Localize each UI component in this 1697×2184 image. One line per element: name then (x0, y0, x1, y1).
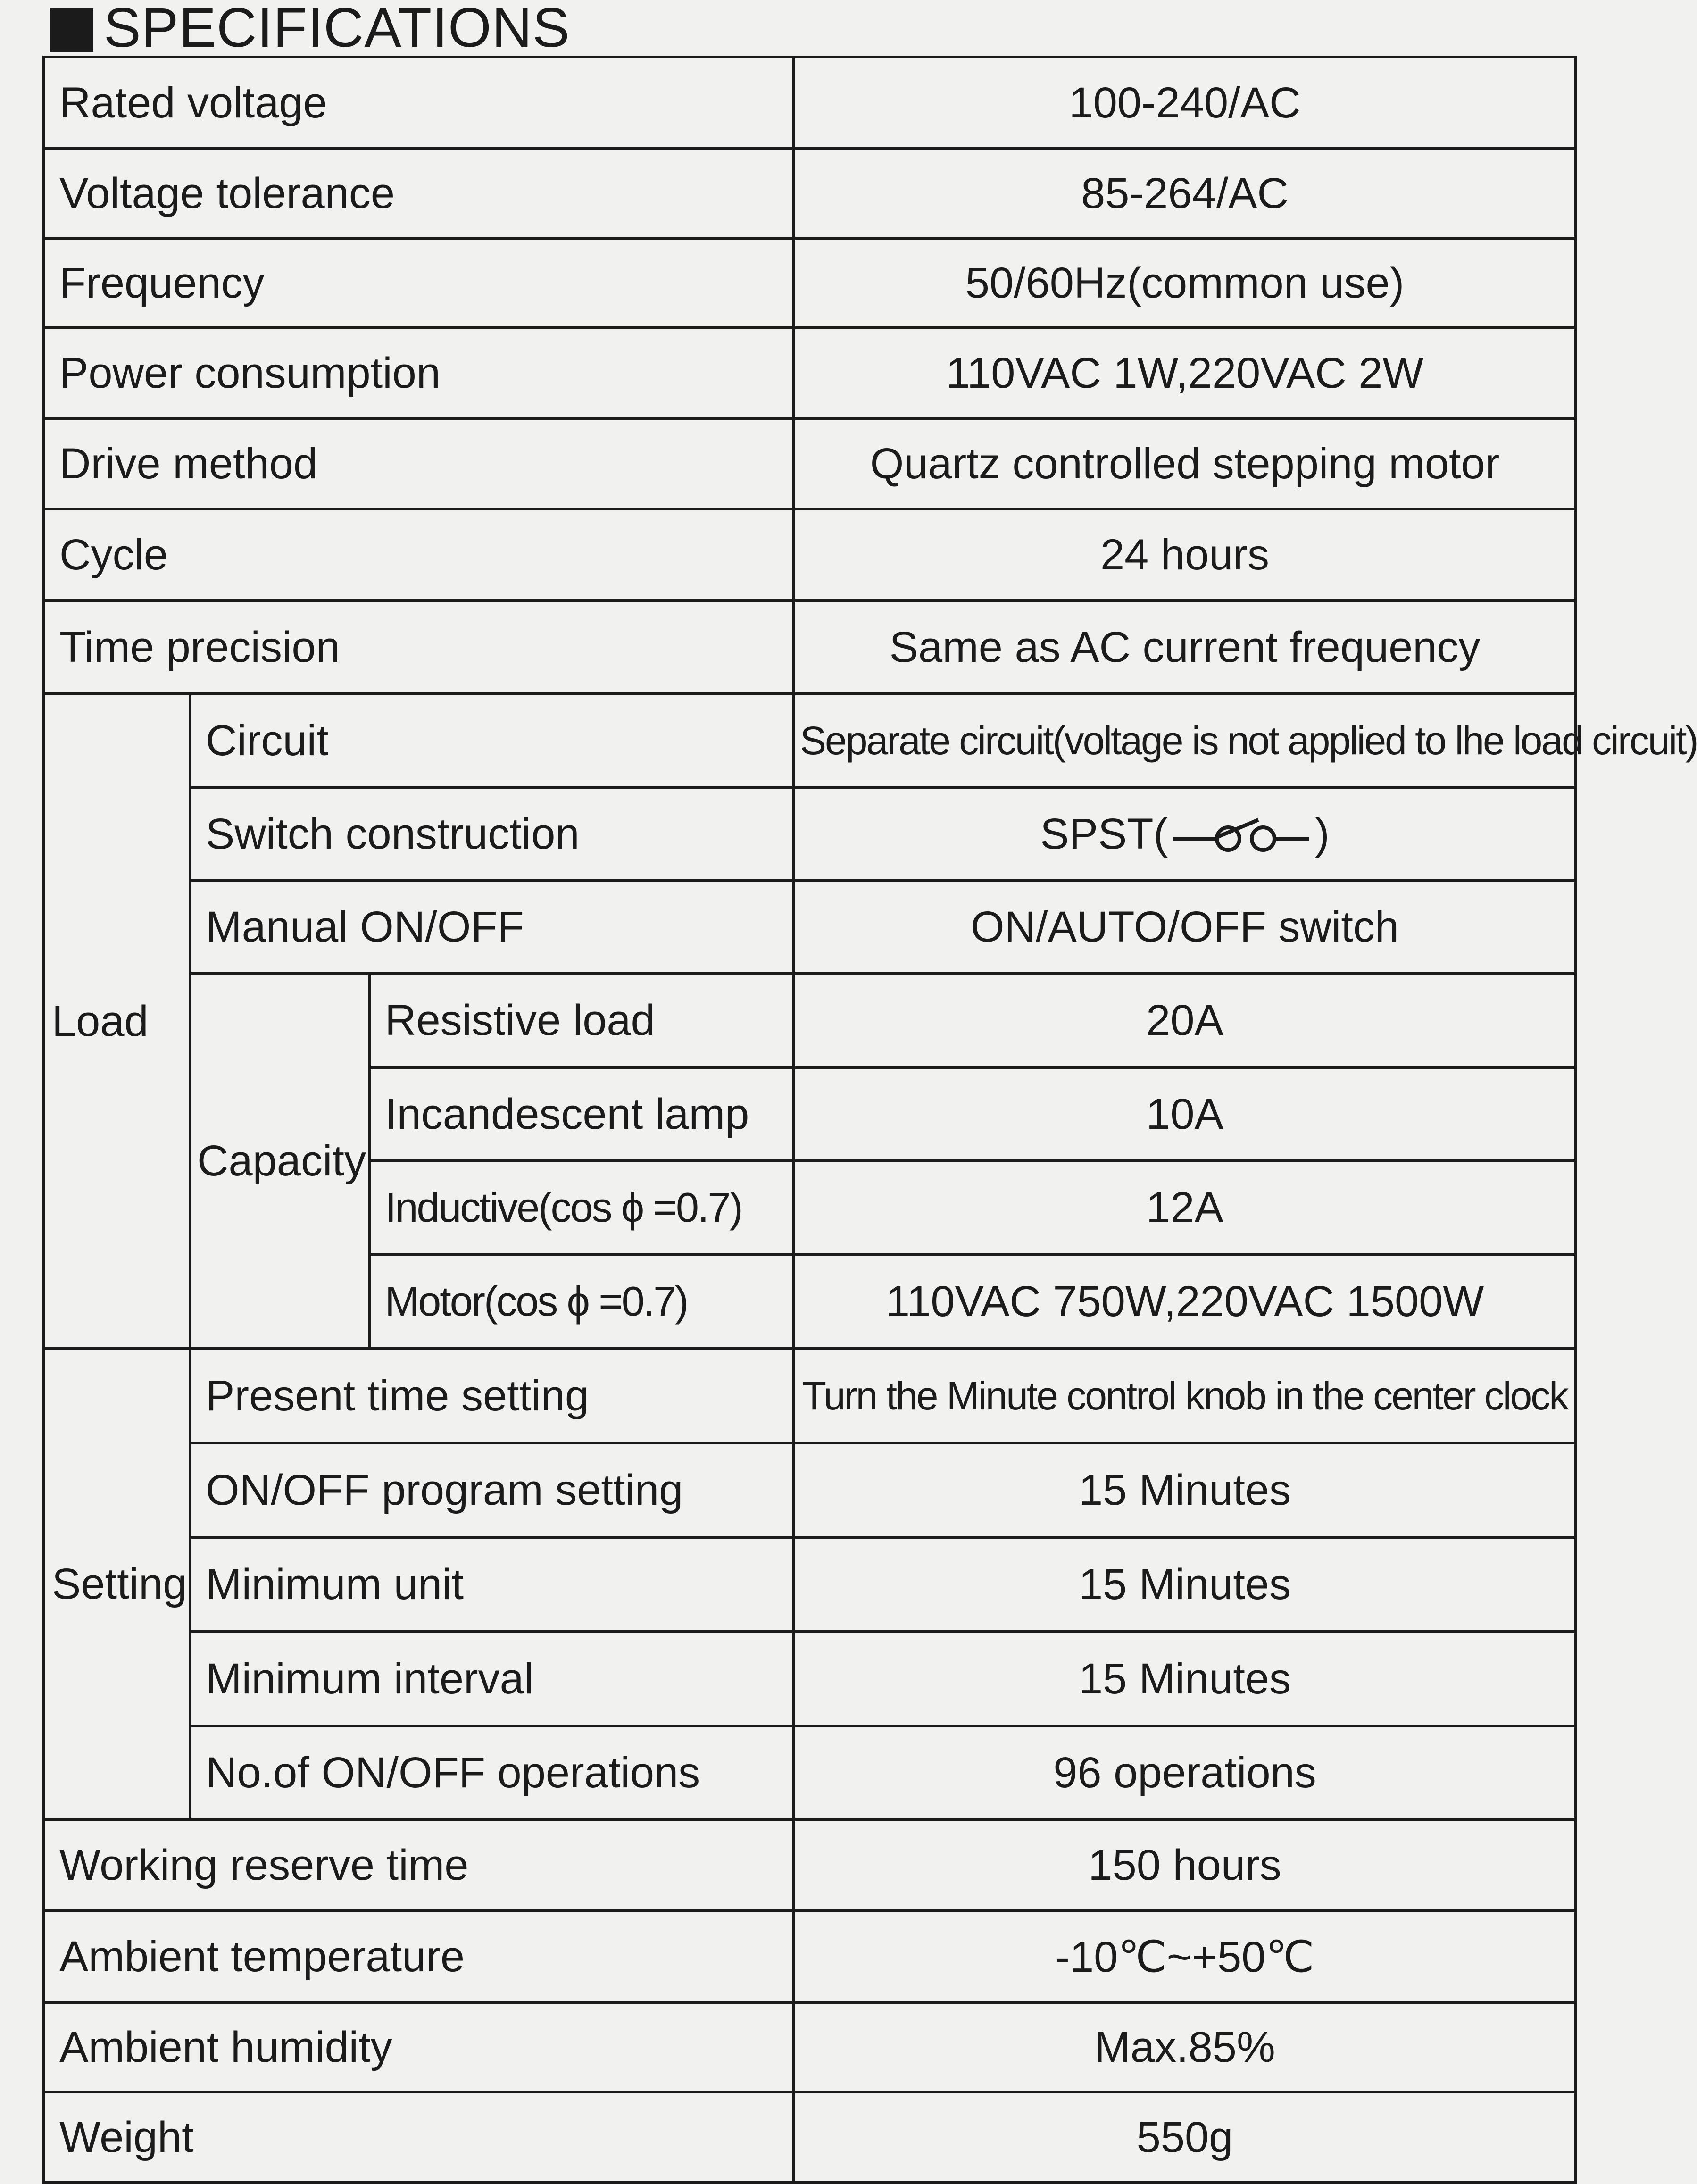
spec-value: 15 Minutes (794, 1537, 1576, 1632)
spec-value: Separate circuit(voltage is not applied to lhe load circuit) (794, 694, 1576, 787)
spec-label: Inductive(cos ϕ =0.7) (369, 1161, 794, 1254)
spec-value: ON/AUTO/OFF switch (794, 881, 1576, 973)
table-row (44, 787, 1576, 881)
table-row (44, 881, 1576, 973)
table-row (44, 1349, 1576, 1443)
spec-value: 110VAC 1W,220VAC 2W (794, 328, 1576, 418)
spec-label: Rated voltage (44, 57, 794, 149)
spec-label: Ambient humidity (44, 2002, 794, 2092)
spec-value: Turn the Minute control knob in the center clock (794, 1349, 1576, 1443)
switch-value-prefix: SPST( (1040, 809, 1168, 858)
spec-label: Cycle (44, 509, 794, 600)
table-row (44, 2002, 1576, 2092)
table-row (44, 973, 1576, 1067)
spec-value: 96 operations (794, 1726, 1576, 1819)
capacity-group-label: Capacity (190, 973, 369, 1349)
spec-value: 85-264/AC (794, 149, 1576, 238)
heading-title: SPECIFICATIONS (104, 0, 570, 59)
setting-group-label: Setting (44, 1349, 190, 1819)
spec-label: Working reserve time (44, 1819, 794, 1911)
table-row (44, 57, 1576, 149)
spec-value: 10A (794, 1067, 1576, 1161)
spec-value: 110VAC 750W,220VAC 1500W (794, 1254, 1576, 1349)
spec-label: ON/OFF program setting (190, 1443, 794, 1537)
spec-label: Frequency (44, 238, 794, 328)
heading-square-bullet (50, 8, 93, 52)
spec-label: Circuit (190, 694, 794, 787)
table-row (44, 600, 1576, 694)
spec-label: Ambient temperature (44, 1911, 794, 2002)
spec-value: 150 hours (794, 1819, 1576, 1911)
table-row (44, 509, 1576, 600)
table-row (44, 328, 1576, 418)
table-row (44, 2092, 1576, 2183)
spec-label: Voltage tolerance (44, 149, 794, 238)
spec-value: 15 Minutes (794, 1443, 1576, 1537)
spec-value: Quartz controlled stepping motor (794, 418, 1576, 509)
spec-value (794, 787, 1576, 881)
spec-value: 15 Minutes (794, 1632, 1576, 1726)
spec-label: Power consumption (44, 328, 794, 418)
load-group-label: Load (44, 694, 190, 1349)
spec-value: 100-240/AC (794, 57, 1576, 149)
table-row (44, 1537, 1576, 1632)
spec-label: Present time setting (190, 1349, 794, 1443)
table-row (44, 694, 1576, 787)
spec-label: Manual ON/OFF (190, 881, 794, 973)
spec-label: Resistive load (369, 973, 794, 1067)
spst-switch-icon (1171, 818, 1312, 856)
spec-label: Time precision (44, 600, 794, 694)
spec-label: Minimum unit (190, 1537, 794, 1632)
spec-label: Switch construction (190, 787, 794, 881)
spec-label: Motor(cos ϕ =0.7) (369, 1254, 794, 1349)
spec-label: Drive method (44, 418, 794, 509)
table-row (44, 1726, 1576, 1819)
table-row (44, 418, 1576, 509)
spec-value: 12A (794, 1161, 1576, 1254)
spec-label: Weight (44, 2092, 794, 2183)
spec-value: 50/60Hz(common use) (794, 238, 1576, 328)
table-row (44, 1632, 1576, 1726)
spec-value: 24 hours (794, 509, 1576, 600)
spec-value: 20A (794, 973, 1576, 1067)
specifications-heading (50, 0, 570, 61)
spec-value: Same as AC current frequency (794, 600, 1576, 694)
table-row (44, 149, 1576, 238)
spec-label: Minimum interval (190, 1632, 794, 1726)
spec-value: Max.85% (794, 2002, 1576, 2092)
table-row (44, 1819, 1576, 1911)
table-row (44, 1911, 1576, 2002)
specifications-table (42, 56, 1697, 2184)
table-row (44, 1443, 1576, 1537)
spec-label: Incandescent lamp (369, 1067, 794, 1161)
spec-value: -10℃~+50℃ (794, 1911, 1576, 2002)
table-row (44, 238, 1576, 328)
spec-label: No.of ON/OFF operations (190, 1726, 794, 1819)
switch-value-suffix: ) (1315, 809, 1330, 858)
spec-value: 550g (794, 2092, 1576, 2183)
